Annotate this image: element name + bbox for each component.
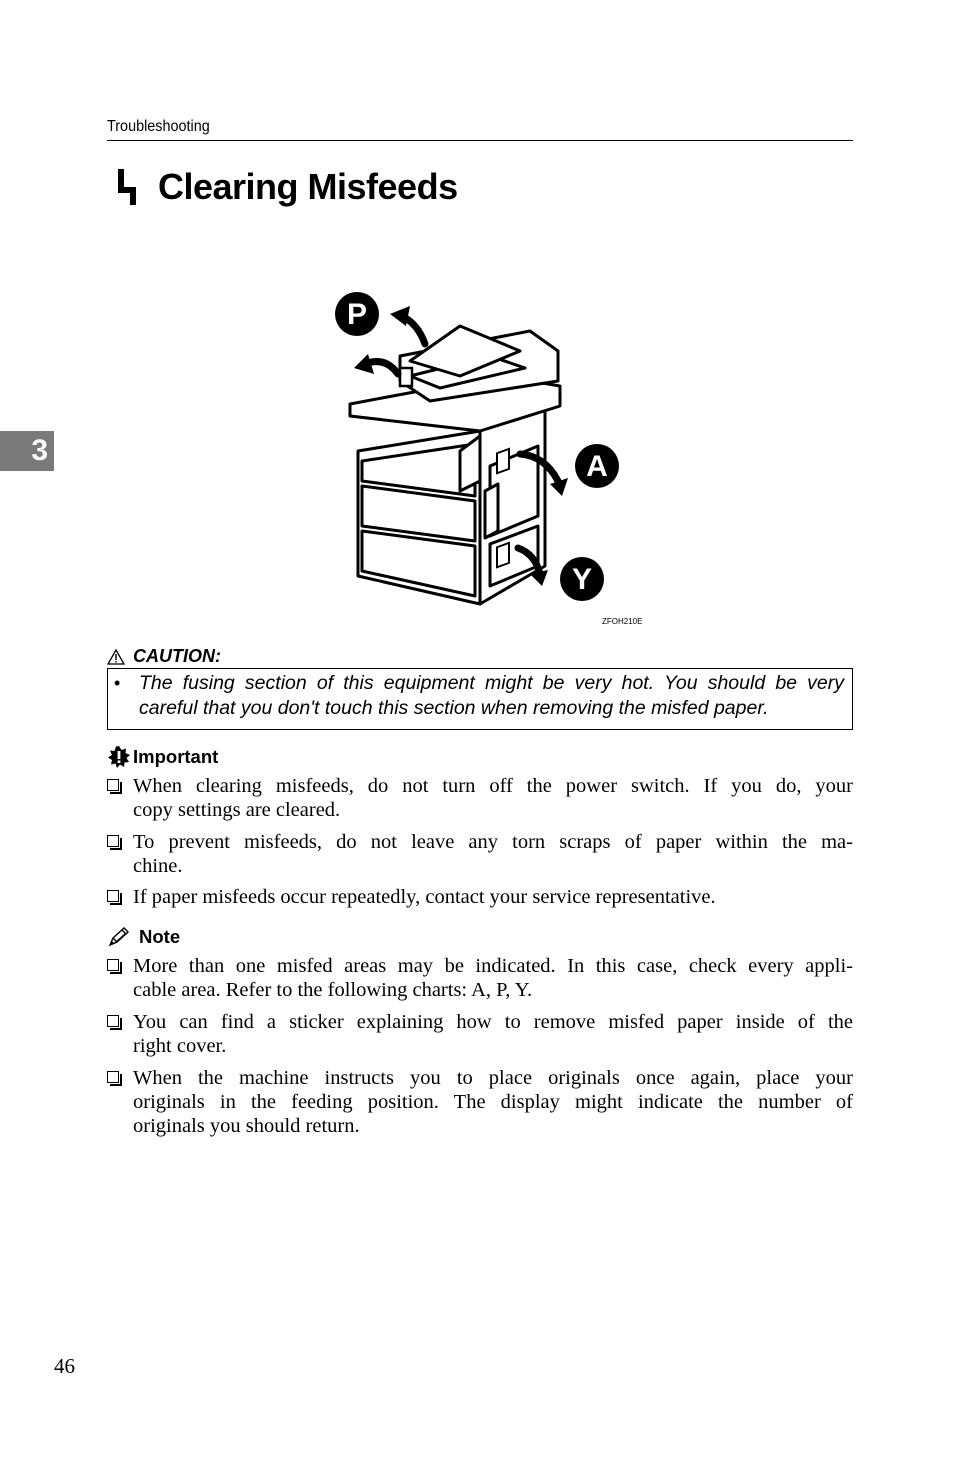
important-item-text <box>133 774 853 822</box>
checkbox-bullet-icon <box>107 890 119 902</box>
pencil-icon <box>107 926 131 948</box>
callout-y <box>560 557 604 601</box>
note-item-text <box>133 1066 853 1138</box>
text-line: When the machine instructs you to place originals once again, place your <box>133 1067 853 1089</box>
note-item-text <box>133 1010 853 1058</box>
section-marker-icon <box>115 167 141 207</box>
text-line: If paper misfeeds occur repeatedly, contact your service representative. <box>133 886 716 908</box>
important-item-text <box>133 830 853 878</box>
caution-heading <box>107 646 221 667</box>
header-rule <box>107 140 853 141</box>
text-line: chine. <box>133 855 183 877</box>
text-line: You can find a sticker explaining how to remove misfed paper inside of the <box>133 1011 853 1033</box>
checkbox-bullet-icon <box>107 1015 119 1027</box>
figure-code: ZFOH210E <box>602 617 643 626</box>
warning-triangle-icon <box>107 649 125 665</box>
checkbox-bullet-icon <box>107 779 119 791</box>
callout-a-label: A <box>586 450 608 483</box>
text-line: More than one misfed areas may be indicated. In this case, check every appli- <box>133 955 853 977</box>
caution-heading-text: CAUTION: <box>133 646 221 666</box>
caution-bullet: • <box>114 673 121 693</box>
text-line: To prevent misfeeds, do not leave any torn scraps of paper within the ma- <box>133 831 853 853</box>
running-header: Troubleshooting <box>107 118 210 135</box>
important-heading-text: Important <box>133 746 219 767</box>
important-heading <box>107 745 218 769</box>
text-line: cable area. Refer to the following charts: A, P, Y. <box>133 979 533 1001</box>
chapter-tab: 3 <box>0 431 54 471</box>
note-heading <box>107 926 180 948</box>
text-line: When clearing misfeeds, do not turn off the power switch. If you do, your <box>133 775 853 797</box>
important-icon <box>107 745 131 769</box>
page-title: Clearing Misfeeds <box>158 166 458 207</box>
checkbox-bullet-icon <box>107 959 119 971</box>
text-line: right cover. <box>133 1035 227 1057</box>
checkbox-bullet-icon <box>107 835 119 847</box>
callout-a <box>575 444 619 488</box>
text-line: originals in the feeding position. The display might indicate the number of <box>133 1091 853 1113</box>
note-item-text <box>133 954 853 1002</box>
important-item-text <box>133 885 853 909</box>
checkbox-bullet-icon <box>107 1071 119 1083</box>
title-row <box>115 166 458 208</box>
callout-y-label: Y <box>571 563 593 596</box>
copier-illustration <box>330 286 650 631</box>
callout-p-label: P <box>346 298 368 331</box>
text-line: copy settings are cleared. <box>133 799 341 821</box>
caution-box <box>107 668 853 730</box>
callout-p <box>335 292 379 336</box>
caution-text: The fusing section of this equipment might be very hot. You should be very careful that you don't touch this section when removing the misfed paper. <box>139 672 844 719</box>
text-line: originals you should return. <box>133 1115 360 1137</box>
page-number: 46 <box>54 1354 75 1378</box>
note-heading-text: Note <box>139 926 181 947</box>
